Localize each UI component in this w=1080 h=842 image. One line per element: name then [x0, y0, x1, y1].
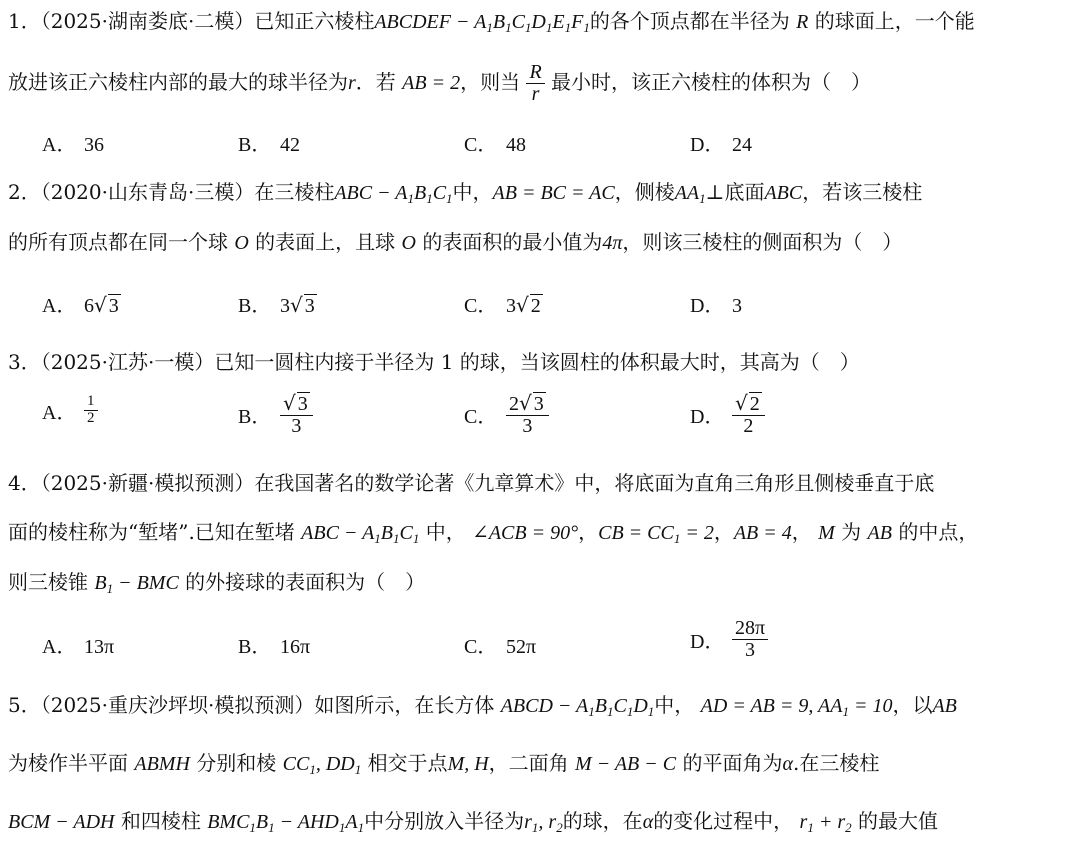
q1-fraction: $\frac{R}{r}$: [526, 62, 544, 105]
q4-option-c[interactable]: C． 52π: [464, 636, 537, 658]
q3-line-1: 3．（2025·江苏·一模）已知一圆柱内接于半径为 1 的球，当该圆柱的体积最大时，其高为（ ）: [8, 350, 860, 374]
q5-line-3: BCM − ADH 和四棱柱 $BMC_1B_1 - AHD_1A_1$中分别放入半径为$r_1$, $r_2$的球，在α的变化过程中， $r_1 + r_2$ 的最大值: [8, 809, 938, 835]
q1-option-c[interactable]: C． 48: [464, 134, 526, 156]
q1-line-2: 放进该正六棱柱内部的最大的球半径为r．若 AB = 2，则当 $\frac{R}{r}$ 最小时，该正六棱柱的体积为（ ）: [8, 61, 872, 105]
q2-option-b[interactable]: B． 3√ 3: [238, 293, 315, 317]
q2-line-1: 2．（2020·山东青岛·三模）在三棱柱ABC − $A_1B_1C_1$中，AB = BC = AC，侧棱$AA_1\perp$底面ABC，若该三棱柱: [8, 180, 923, 206]
q4-option-d[interactable]: D． $\frac{28\pi}{3}$: [690, 618, 768, 661]
q4-line-2: 面的棱柱称为“堑堵”.已知在堑堵 ABC − $A_1B_1C_1$ 中， ∠ACB = 90°，CB = $CC_1 = 2$，AB = 4， M 为 AB 的中点，: [8, 520, 979, 546]
q2-option-c[interactable]: C． 3√ 2: [464, 293, 541, 317]
q4-line-3: 则三棱锥 $B_1$ − BMC 的外接球的表面积为（ ）: [8, 570, 426, 596]
q3-option-a[interactable]: A． $\frac{1}{2}$: [42, 394, 98, 427]
q4-option-b[interactable]: B． 16π: [238, 636, 311, 658]
q5-line-1: 5．（2025·重庆沙坪坝·模拟预测）如图所示，在长方体 ABCD − $A_1B_1C_1D_1$中， AD = AB = 9, $AA_1 = 10$，以AB: [8, 693, 957, 719]
q1-lead: 1．（2025·湖南娄底·二模）已知正六棱柱: [8, 9, 375, 33]
q1-option-a[interactable]: A． 36: [42, 134, 104, 156]
q5-line-2: 为棱作半平面 ABMH 分别和棱 $CC_1$, $DD_1$ 相交于点M, H，二面角 M − AB − C 的平面角为α.在三棱柱: [8, 751, 880, 777]
q1-line-1: 1．（2025·湖南娄底·二模）已知正六棱柱ABCDEF − $A_1B_1C_1D_1E_1F_1$的各个顶点都在半径为 R 的球面上，一个能: [8, 9, 975, 35]
q1-option-d[interactable]: D． 24: [690, 134, 752, 156]
q3-option-c[interactable]: C． $\frac{2√ 3}{3}$: [464, 392, 549, 437]
q4-option-a[interactable]: A． 13π: [42, 636, 115, 658]
q3-option-b[interactable]: B． $\frac{√ 3}{3}$: [238, 392, 313, 437]
q2-option-d[interactable]: D． 3: [690, 295, 742, 317]
q1-option-b[interactable]: B． 42: [238, 134, 300, 156]
q2-option-a[interactable]: A． 6√ 3: [42, 293, 119, 317]
q2-line-2: 的所有顶点都在同一个球 O 的表面上，且球 O 的表面积的最小值为4π，则该三棱柱的侧面积为（ ）: [8, 230, 903, 254]
q4-line-1: 4．（2025·新疆·模拟预测）在我国著名的数学论著《九章算术》中，将底面为直角三角形且侧棱垂直于底: [8, 471, 935, 495]
q2-prism: ABC − $A_1B_1C_1$: [334, 182, 453, 206]
q3-option-d[interactable]: D． $\frac{√ 2}{2}$: [690, 392, 765, 437]
q1-prism: ABCDEF − $A_1B_1C_1D_1E_1F_1$: [374, 11, 590, 35]
